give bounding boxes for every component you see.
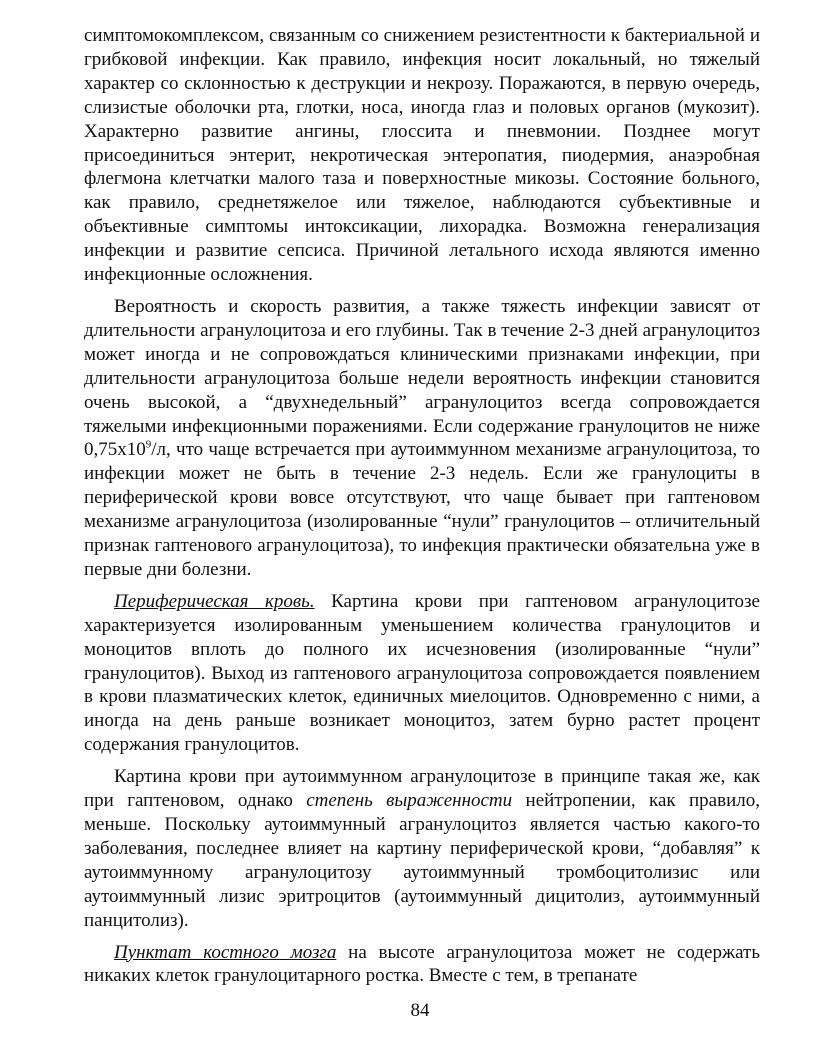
paragraph-autoimmune-blood [84, 765, 760, 932]
paragraph-infection-symptoms [84, 24, 760, 287]
paragraph-peripheral-blood [84, 590, 760, 757]
paragraph-text: Картина крови при аутоиммунном агранулоцитозе в принципе такая же, как при гаптеновом, однако [84, 766, 760, 812]
paragraph-bone-marrow [84, 941, 760, 989]
section-heading-bone-marrow: Пунктат костного мозга [114, 941, 337, 963]
paragraph-text: нейтропении, как правило, меньше. Поскольку аутоиммунный агранулоцитоз является частью какого-то заболевания, последнее влияет на картину периферической крови, “добавляя” к аутоиммунному агранулоцитозу аутоиммунный тромбоцитолизис или аутоиммунный лизис эритроцитов (аутоиммунный дицитолиз, аутоиммунный панцитолиз). [84, 790, 760, 931]
section-heading-peripheral-blood: Периферическая кровь. [114, 590, 315, 612]
document-page [84, 24, 760, 996]
page-number: 84 [410, 1000, 430, 1021]
paragraph-text: Картина крови при гаптеновом агранулоцитозе характеризуется изолированным уменьшением количества гранулоцитов и моноцитов вплоть до полного их исчезновения (изолированные “нули” гранулоцитов). Выход из гаптенового агранулоцитоза сопровождается появлением в крови плазматических клеток, единичных миелоцитов. Одновременно с ними, а иногда на день раньше возникает моноцитоз, затем бурно растет процент содержания гранулоцитов. [84, 590, 760, 756]
paragraph-text: /л, что чаще встречается при аутоиммунном механизме агранулоцитоза, то инфекции может не быть в течение 2-3 недель. Если же гранулоциты в периферической крови вовсе отсутствуют, что чаще бывает при гаптеновом механизме агранулоцитоза (изолированные “нули” гранулоцитов – отличительный признак гаптенового агранулоцитоза), то инфекция практически обязательна уже в первые дни болезни. [84, 439, 760, 580]
paragraph-infection-probability [84, 295, 760, 582]
paragraph-text: симптомокомплексом, связанным со снижением резистентности к бактериальной и грибковой инфекции. Как правило, инфекция носит локальный, но тяжелый характер со склонностью к деструкции и некрозу. Поражаются, в первую очередь, слизистые оболочки рта, глотки, носа, иногда глаз и половых органов (мукозит). Характерно развитие ангины, глоссита и пневмонии. Позднее могут присоединиться энтерит, некротическая энтеропатия, пиодермия, анаэробная флегмона клетчатки малого таза и поверхностные микозы. Состояние больного, как правило, среднетяжелое или тяжелое, наблюдаются субъективные и объективные симптомы интоксикации, лихорадка. Возможна генерализация инфекции и развитие сепсиса. Причиной летального исхода являются именно инфекционные осложнения. [84, 25, 760, 286]
emphasized-term: степень выраженности [306, 790, 513, 812]
paragraph-text: на высоте агранулоцитоза может не содержать никаких клеток гранулоцитарного ростка. Вместе с тем, в трепанате [84, 941, 760, 987]
exponent: 9 [145, 439, 152, 452]
paragraph-text: Вероятность и скорость развития, а также тяжесть инфекции зависят от длительности агранулоцитоза и его глубины. Так в течение 2-3 дней агранулоцитоз может иногда и не сопровождаться клиническими признаками инфекции, при длительности агранулоцитоза больше недели вероятность инфекции становится очень высокой, а “двухнедельный” агранулоцитоз всегда сопровождается тяжелыми инфекционными поражениями. Если содержание гранулоцитов не ниже 0,75х10 [84, 295, 760, 461]
